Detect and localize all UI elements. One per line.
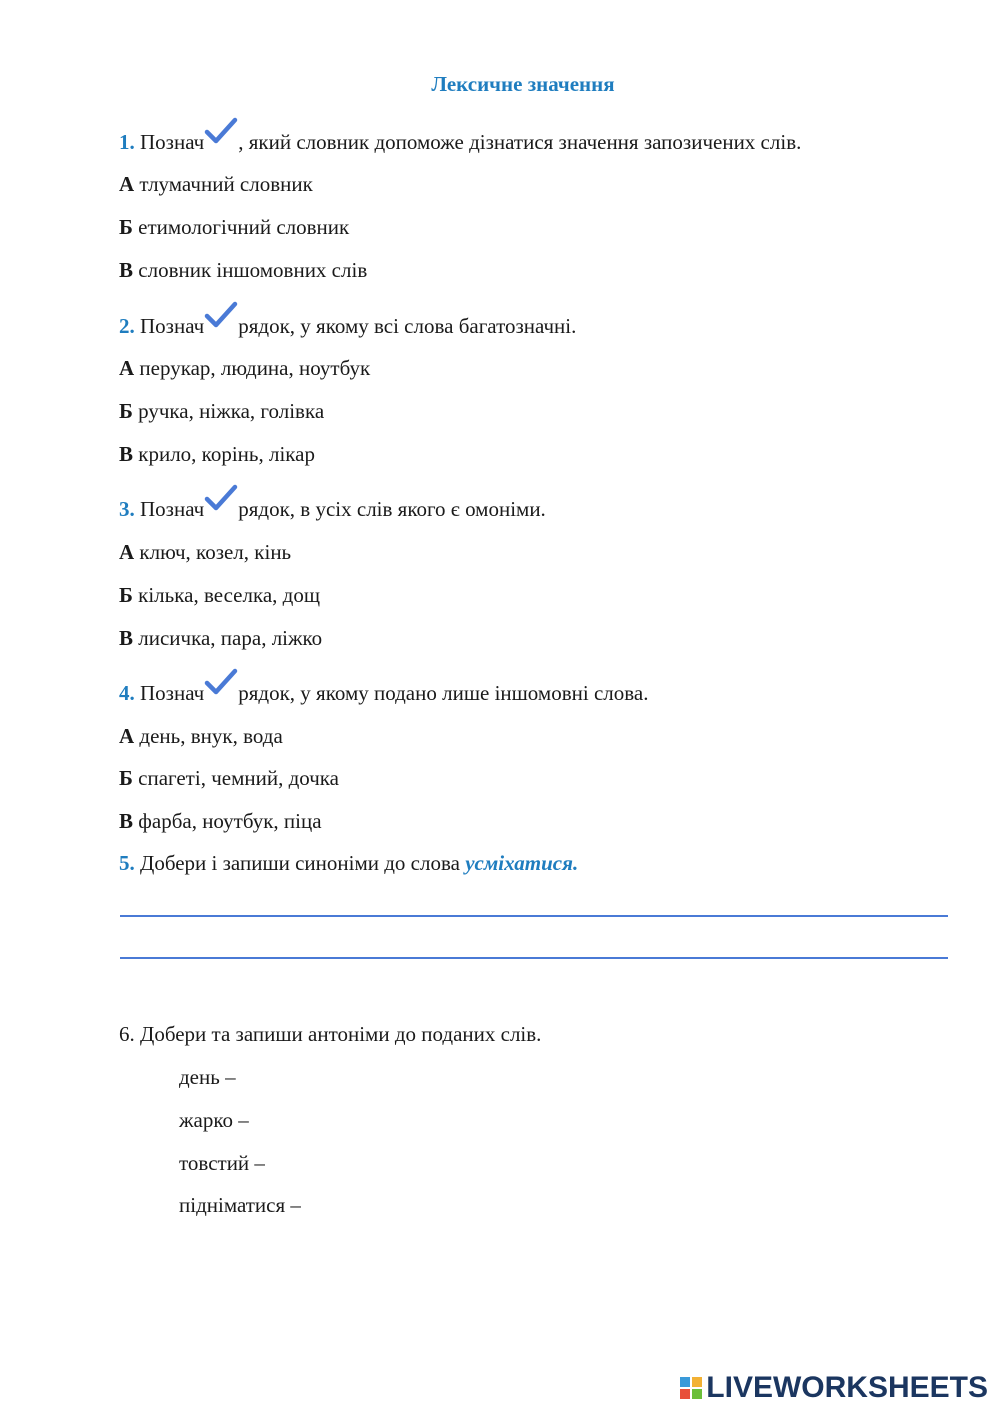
question-3 [119, 496, 546, 522]
option-text: перукар, людина, ноутбук [134, 356, 371, 380]
question-text-after: рядок, у якому подано лише іншомовні слова. [238, 681, 649, 705]
option-letter: Б [119, 766, 133, 790]
target-word: усміхатися. [465, 851, 579, 875]
option-text: фарба, ноутбук, піца [133, 809, 322, 833]
option-2-b[interactable] [119, 398, 324, 424]
option-letter: В [119, 809, 134, 833]
question-4 [119, 680, 648, 706]
logo-text: LIVEWORKSHEETS [706, 1371, 988, 1404]
option-1-c[interactable] [119, 257, 367, 283]
page-title: Лексичне значення [431, 72, 615, 96]
option-text: ручка, ніжка, голівка [132, 399, 325, 423]
option-letter: А [119, 172, 135, 196]
question-text-after: рядок, у якому всі слова багатозначні. [238, 314, 577, 338]
checkmark-icon [204, 496, 238, 522]
question-text-before: Познач [134, 130, 205, 154]
option-letter: В [119, 442, 134, 466]
option-text: спагеті, чемний, дочка [132, 766, 339, 790]
question-text-before: Познач [134, 497, 205, 521]
option-letter: Б [119, 399, 133, 423]
logo-mark-icon [680, 1377, 702, 1399]
option-4-a[interactable] [119, 723, 283, 749]
option-letter: Б [119, 583, 133, 607]
option-letter: А [119, 356, 135, 380]
question-text-after: , який словник допоможе дізнатися значення запозичених слів. [238, 130, 802, 154]
option-text: ключ, козел, кінь [134, 540, 292, 564]
option-text: кілька, веселка, дощ [132, 583, 321, 607]
option-2-a[interactable] [119, 355, 370, 381]
question-number: 2. [119, 314, 135, 338]
option-text: етимологічний словник [132, 215, 350, 239]
question-number: 1. [119, 130, 135, 154]
question-text: Добери і запиши синоніми до слова [134, 851, 466, 875]
option-3-b[interactable] [119, 582, 320, 608]
question-2 [119, 313, 576, 339]
liveworksheets-logo [680, 1372, 988, 1404]
option-letter: А [119, 724, 135, 748]
option-letter: Б [119, 215, 133, 239]
question-text-after: рядок, в усіх слів якого є омоніми. [238, 497, 546, 521]
option-text: лисичка, пара, ліжко [133, 626, 323, 650]
question-1 [119, 129, 801, 155]
option-letter: А [119, 540, 135, 564]
option-text: крило, корінь, лікар [133, 442, 315, 466]
option-letter: В [119, 258, 134, 282]
question-number: 3. [119, 497, 135, 521]
option-4-c[interactable] [119, 808, 322, 834]
option-1-b[interactable] [119, 214, 349, 240]
antonym-item[interactable]: підніматися – [179, 1193, 301, 1217]
antonym-item[interactable]: жарко – [179, 1108, 249, 1132]
question-text-before: Познач [134, 314, 205, 338]
option-2-c[interactable] [119, 441, 315, 467]
option-3-a[interactable] [119, 539, 291, 565]
option-4-b[interactable] [119, 765, 339, 791]
question-text-before: Познач [134, 681, 205, 705]
antonym-item[interactable]: товстий – [179, 1151, 265, 1175]
synonym-answer-line-2[interactable] [120, 957, 948, 959]
option-3-c[interactable] [119, 625, 322, 651]
checkmark-icon [204, 680, 238, 706]
option-text: словник іншомовних слів [133, 258, 368, 282]
question-number: 5. [119, 851, 135, 875]
antonym-item[interactable]: день – [179, 1065, 236, 1089]
question-number: 4. [119, 681, 135, 705]
question-5 [119, 850, 578, 876]
option-1-a[interactable] [119, 171, 313, 197]
option-text: день, внук, вода [134, 724, 283, 748]
question-6: 6. Добери та запиши антоніми до поданих слів. [119, 1022, 542, 1046]
option-letter: В [119, 626, 134, 650]
checkmark-icon [204, 313, 238, 339]
option-text: тлумачний словник [134, 172, 313, 196]
checkmark-icon [204, 129, 238, 155]
synonym-answer-line-1[interactable] [120, 915, 948, 917]
